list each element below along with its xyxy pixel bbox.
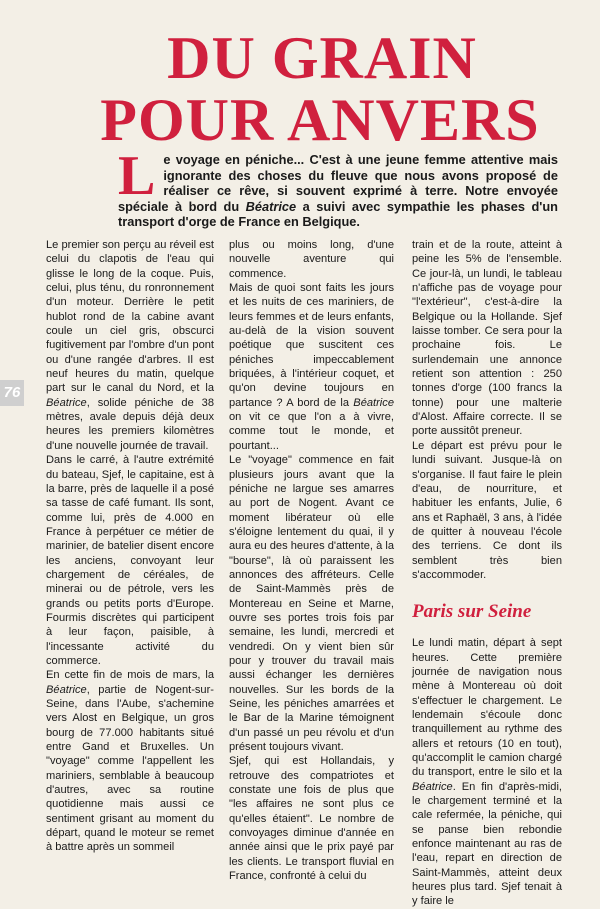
section-heading: Paris sur Seine — [412, 601, 532, 623]
drop-cap: L — [118, 145, 156, 207]
page-number: 76 — [0, 380, 24, 406]
article-title-line-1: DU GRAIN — [167, 25, 477, 91]
paragraph: plus ou moins long, d'une nouvelle aventure qui commence. — [229, 239, 394, 280]
paragraph: Dans le carré, à l'autre extrémité du bateau, Sjef, le capitaine, est à la barre, près de laquelle il a posé sa tasse de café fumant. Ils sont, comme lui, près de 4.000 en France à perpétuer ce métier de marinier, de batelier disent encore les anciens, convoyant leur chargement de céréales, de minerai ou de pétrole, vers les grands ou petits ports d'Europe. Fourmis discrètes qui participent à leur façon, paisible, à l'incessante activité du commerce. — [46, 454, 214, 667]
text-column-1 — [46, 238, 214, 855]
paragraph: Mais de quoi sont faits les jours et les nuits de ces mariniers, de leurs femmes et de leurs enfants, au-delà de la vision souvent poétique que suscitent ces péniches impeccablement briquées, à l'intérieur coquet, et qu'on devine toujours en partance ? A bord de la Béatrice on vit ce que l'on a à vivre, comme tout le monde, et pourtant... — [229, 282, 394, 452]
paragraph: Sjef, qui est Hollandais, y retrouve des compatriotes et constate une fois de plus que "les affaires ne sont plus ce qu'elles étaient". Le nombre de convoyages diminue d'année en année ainsi que le prix payé par les clients. Le transport fluvial en France, confronté à celui du — [229, 755, 394, 883]
text-column-2 — [229, 238, 394, 883]
paragraph: Le premier son perçu au réveil est celui du clapotis de l'eau qui glisse le long de la coque. Puis, celui, plus ténu, du ronronnement d'un moteur. Derrière le petit hublot rond de la cabine avant coule un ciel gris, obscurci fugitivement par l'ombre d'un pont ou d'une rangée d'arbres. Il est neuf heures du matin, quelque part sur le canal du Nord, et la Béatrice, solide péniche de 38 mètres, avale depuis déjà deux heures les premiers kilomètres d'une nouvelle journée de travail. — [46, 239, 214, 452]
paragraph: En cette fin de mois de mars, la Béatrice, partie de Nogent-sur-Seine, dans l'Aube, s'achemine vers Alost en Belgique, un gros bourg de 77.000 habitants situé entre Gand et Bruxelles. Un "voyage" comme l'appellent les mariniers, semblable à beaucoup d'autres, avec sa routine quotidienne mais aussi ce sentiment grisant au moment du départ, quand le moteur se remet à battre après un sommeil — [46, 669, 214, 854]
paragraph: Le départ est prévu pour le lundi suivant. Jusque-là on s'organise. Il faut faire le plein d'eau, de nourriture, et habituer les enfants, Julie, 6 ans et Raphaël, 3 ans, à l'idée de quitter à nouveau l'école des terriens. Ce dont ils semblent très bien s'accommoder. — [412, 439, 562, 581]
text-column-3 — [412, 238, 562, 909]
article-title-line-2: POUR ANVERS — [100, 87, 540, 153]
article-intro — [118, 145, 558, 230]
paragraph: Le "voyage" commence en fait plusieurs jours avant que la péniche ne largue ses amarres au port de Nogent. Avant ce moment libérateur où elle s'éloigne lentement du quai, il y aura eu des heures d'attente, à la "bourse", là où paraissent les annonces des affréteurs. Celle de Saint-Mammès près de Montereau en Seine et Marne, ouvre ses portes trois fois par semaine, les lundi, mercredi et vendredi. On y vient bien sûr pour y trouver du travail mais aussi échanger les dernières nouvelles. Sur les bords de la Seine, les péniches amarrées et le Bar de la Marine témoignent d'un passé un peu révolu et d'un présent toujours vivant. — [229, 454, 394, 754]
paragraph: Le lundi matin, départ à sept heures. Cette première journée de navigation nous mène à Montereau où doit s'effectuer le chargement. Le lendemain s'écoule donc tranquillement au rythme des allers et retours (10 en tout), qu'accomplit le camion chargé du transport, entre le silo et la Béatrice. En fin d'après-midi, le chargement terminé et la cale refermée, la péniche, qui se panse bien rebondie enfonce maintenant au ras de l'eau, repart en direction de Saint-Mammès, atteint deux heures plus tard. Sjef tenait à y faire le — [412, 637, 562, 908]
intro-text: e voyage en péniche... C'est à une jeune femme attentive mais ignorante des choses du fleuve que nous avons proposé de réaliser ce rêve, si souvent exprimé à terre. Notre envoyée spéciale à bord du Béatrice a suivi avec sympathie les phases d'un transport d'orge de France en Belgique. — [118, 152, 558, 230]
paragraph: train et de la route, atteint à peine les 5% de l'ensemble. Ce jour-là, un lundi, le tableau n'affiche pas de voyage pour "l'extérieur", c'est-à-dire la Belgique ou la Hollande. Sjef laisse tomber. Ce sera pour la prochaine fois. Le surlendemain une annonce retient son attention : 250 tonnes d'orge (100 francs la tonne) pour une malterie d'Alost. Affaire correcte. Il se porte aussitôt preneur. — [412, 239, 562, 438]
